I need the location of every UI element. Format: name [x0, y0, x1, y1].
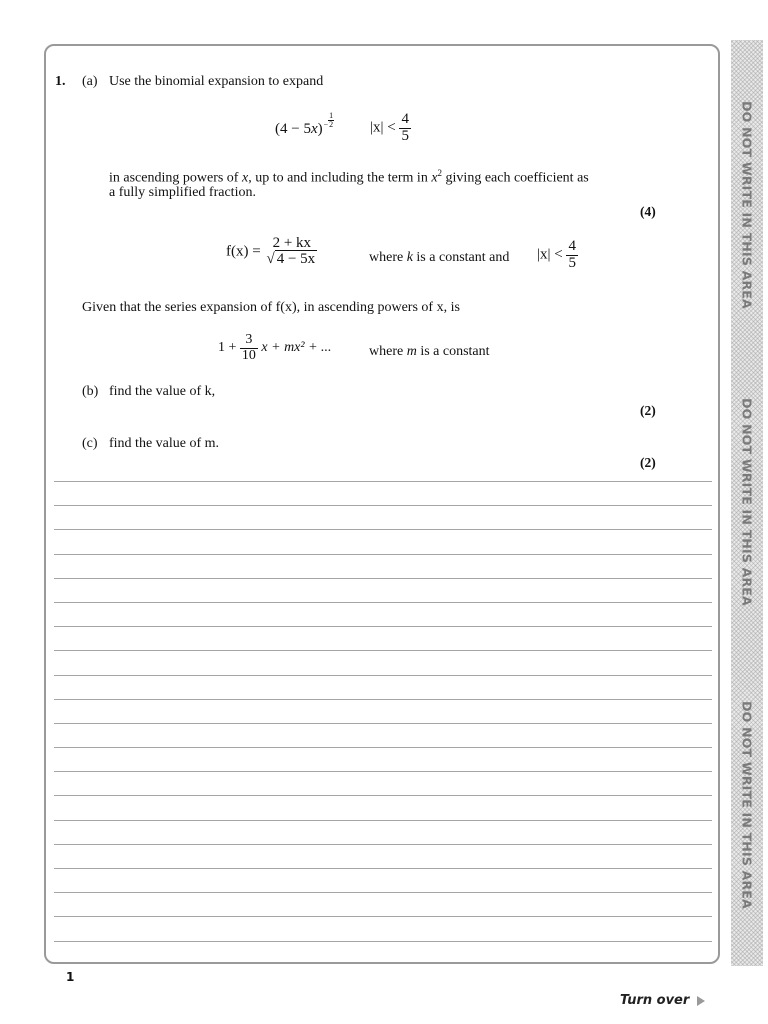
answer-line[interactable]	[54, 892, 712, 916]
page-number: 1	[66, 970, 75, 984]
part-a-condition: |x| < $\frac{4}{5}$	[370, 111, 409, 144]
answer-line[interactable]	[54, 747, 712, 771]
function-condition: |x| < $\frac{4}{5}$	[537, 238, 576, 271]
series-where-text: where m is a constant	[369, 344, 490, 359]
part-b-marks: (2)	[640, 403, 656, 418]
function-where-text: where k is a constant and	[369, 250, 510, 265]
margin-warning-top: DO NOT WRITE IN THIS AREA	[739, 101, 755, 309]
turn-over: Turn over	[620, 993, 705, 1008]
answer-line[interactable]	[54, 554, 712, 578]
answer-line[interactable]	[54, 771, 712, 795]
answer-line[interactable]	[54, 481, 712, 505]
answer-line[interactable]	[54, 626, 712, 650]
answer-line[interactable]	[54, 602, 712, 626]
answer-line[interactable]	[54, 578, 712, 602]
answer-lines[interactable]	[54, 481, 712, 965]
answer-line[interactable]	[54, 795, 712, 819]
part-a-instruction-line1: in ascending powers of x, up to and including the term in $x^2$ giving each coefficient as	[109, 168, 589, 186]
answer-line[interactable]	[54, 844, 712, 868]
answer-line[interactable]	[54, 916, 712, 940]
part-c-label: (c)	[82, 436, 98, 451]
answer-line[interactable]	[54, 529, 712, 553]
answer-line[interactable]	[54, 723, 712, 747]
answer-line[interactable]	[54, 941, 712, 965]
answer-line[interactable]	[54, 868, 712, 892]
part-a-intro: Use the binomial expansion to expand	[109, 74, 324, 89]
part-b-text: find the value of k,	[109, 384, 216, 399]
binomial-expression: (4 − 5x)− $\frac{1}{2}$	[275, 111, 334, 137]
arrow-right-icon	[697, 996, 705, 1006]
part-b-label: (b)	[82, 384, 99, 399]
answer-line[interactable]	[54, 820, 712, 844]
answer-line[interactable]	[54, 505, 712, 529]
given-text: Given that the series expansion of f(x), in ascending powers of x, is	[82, 300, 460, 315]
answer-line[interactable]	[54, 675, 712, 699]
part-c-marks: (2)	[640, 455, 656, 470]
part-a-instruction-line2: a fully simplified fraction.	[109, 185, 256, 200]
margin-warning-bottom: DO NOT WRITE IN THIS AREA	[739, 701, 755, 909]
part-c-text: find the value of m.	[109, 436, 220, 451]
answer-line[interactable]	[54, 699, 712, 723]
part-a-marks: (4)	[640, 204, 656, 219]
function-definition: f(x) = 2 + kx √ 4 − 5x	[226, 235, 316, 267]
margin-warning-middle: DO NOT WRITE IN THIS AREA	[739, 398, 755, 606]
part-a-label: (a)	[82, 74, 98, 89]
question-number: 1.	[55, 74, 66, 89]
answer-line[interactable]	[54, 650, 712, 674]
series-expansion: 1 + $\frac{3}{10}$ x + mx² + ...	[218, 332, 332, 363]
